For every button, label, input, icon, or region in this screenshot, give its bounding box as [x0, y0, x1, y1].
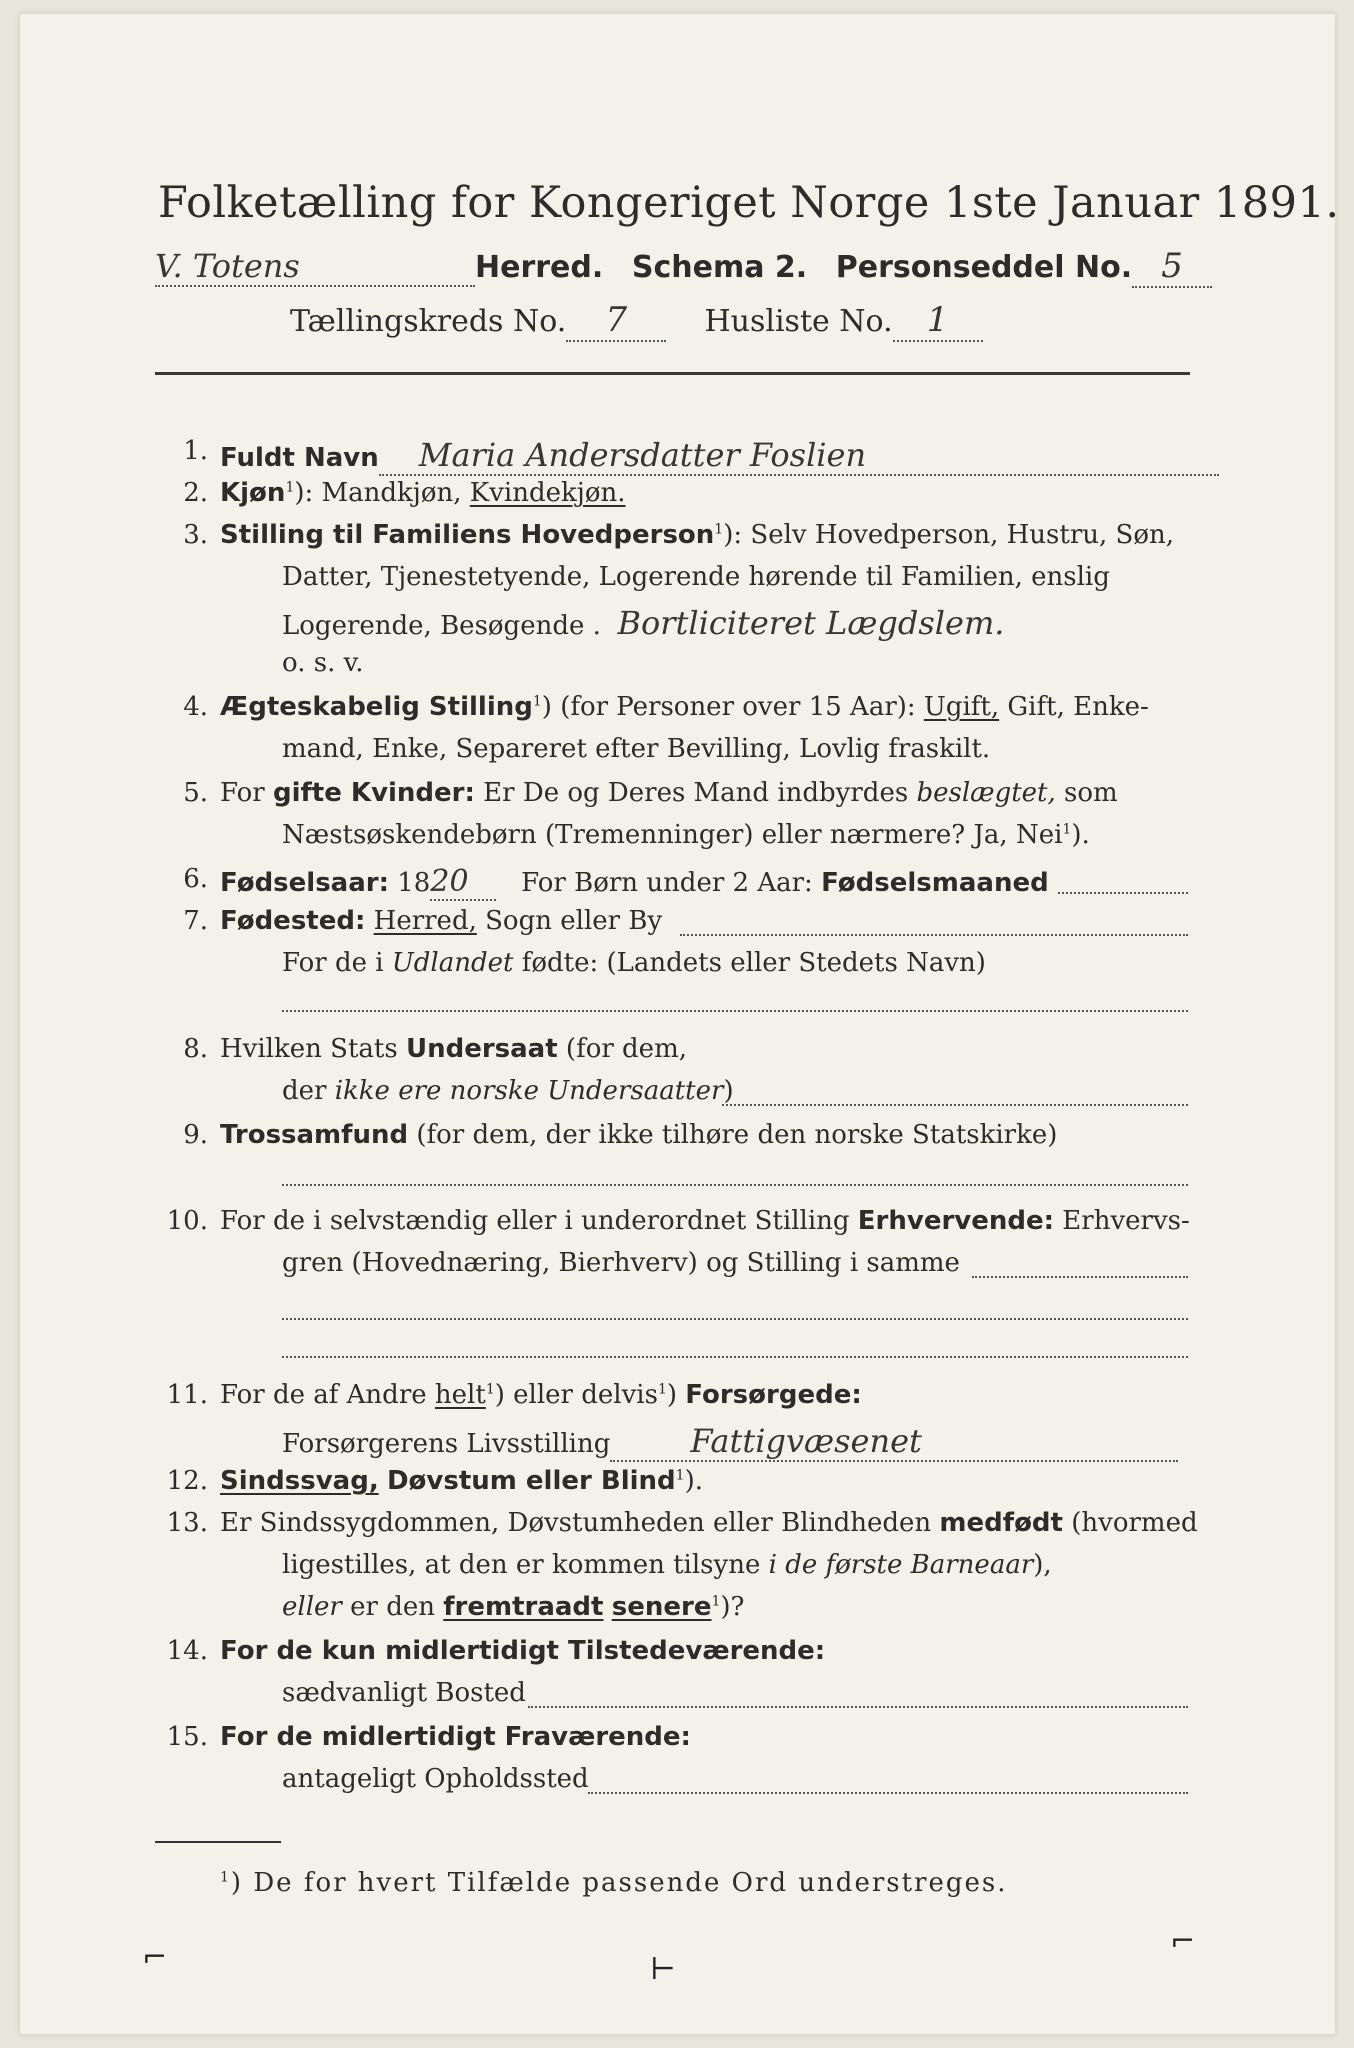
taellingskreds-label: Tællingskreds No. — [290, 304, 567, 339]
supported-selected: helt — [434, 1380, 486, 1410]
congenital-text-b: (hvormed — [1071, 1508, 1198, 1538]
married-text-d: som — [1064, 778, 1118, 808]
family-position-line2: Datter, Tjenestetyende, Logerende hørende til Familien, enslig — [282, 562, 1110, 592]
disability-text: ). — [684, 1466, 703, 1496]
marital-line2: mand, Enke, Separeret efter Bevilling, Lovlig fraskilt. — [282, 734, 991, 764]
occupation-line — [972, 1276, 1188, 1278]
form-title: Folketælling for Kongeriget Norge 1ste Januar 1891. — [158, 178, 1340, 228]
schema-label: Schema 2. — [631, 250, 808, 285]
congenital-line2-a: ligestilles, at den er kommen tilsyne — [282, 1550, 761, 1580]
citizenship-row — [220, 1034, 687, 1064]
congenital-label: medfødt — [939, 1508, 1063, 1538]
married-line2-end: ). — [1071, 820, 1090, 850]
usual-residence-row — [282, 1678, 526, 1708]
usual-residence-label: sædvanligt Bosted — [282, 1678, 526, 1708]
religion-text: (for dem, der ikke tilhøre den norske Statskirke) — [416, 1120, 1058, 1150]
ink-mark: ⌐ — [142, 1940, 168, 1975]
citizenship-text-a: Hvilken Stats — [220, 1034, 398, 1064]
footnote — [220, 1868, 1008, 1898]
footnote-ref: 1 — [285, 479, 295, 496]
married-text-b: Er De og Deres Mand indbyrdes — [483, 778, 909, 808]
personseddel-value: 5 — [1132, 246, 1212, 288]
footnote-ref: 1 — [675, 1467, 685, 1484]
citizenship-line2-a: der — [282, 1076, 327, 1106]
occupation-label: Erhvervende: — [857, 1206, 1055, 1236]
full-name-row — [220, 436, 1219, 476]
footnote-ref: 1 — [485, 1381, 495, 1398]
occupation-row — [220, 1206, 1190, 1236]
citizenship-label: Undersaat — [405, 1034, 558, 1064]
marital-text: ) (for Personer over 15 Aar): — [541, 692, 916, 722]
congenital-line3-e: )? — [720, 1592, 745, 1622]
congenital-line2-b: i de første Barneaar — [768, 1550, 1034, 1580]
item-number: 9. — [183, 1120, 208, 1150]
item-number: 11. — [166, 1380, 208, 1410]
item-number: 15. — [166, 1722, 208, 1752]
congenital-text-a: Er Sindssygdommen, Døvstumheden eller Blindheden — [220, 1508, 932, 1538]
birth-year-row — [220, 864, 1049, 901]
taellingskreds-value: 7 — [566, 300, 666, 342]
occupation-text-a: For de i selvstændig eller i underordnet Stilling — [220, 1206, 850, 1236]
husliste-value: 1 — [893, 300, 983, 342]
birthplace-row — [220, 906, 662, 936]
footnote-ref: 1 — [714, 521, 724, 538]
footnote-ref: 1 — [657, 1381, 667, 1398]
birthplace-line2-a: For de i — [282, 948, 384, 978]
family-position-value: Bortliciteret Lægdslem. — [617, 604, 1005, 642]
full-name-label: Fuldt Navn — [220, 443, 379, 473]
congenital-line3-b: er den — [350, 1592, 435, 1622]
personseddel-label: Personseddel No. — [835, 250, 1133, 285]
congenital-line3-a: eller — [282, 1592, 342, 1622]
birthplace-abroad-line — [282, 1010, 1188, 1012]
footnote-rule — [155, 1841, 281, 1843]
sex-selected: Kvindekjøn. — [469, 478, 626, 508]
marital-text-c: Gift, Enke- — [1007, 692, 1149, 722]
congenital-line2 — [282, 1550, 1052, 1580]
temp-present-label: For de kun midlertidigt Tilstedeværende: — [220, 1636, 826, 1666]
family-position-text: ): Selv Hovedperson, Hustru, Søn, — [723, 520, 1175, 550]
probable-stay-row — [282, 1764, 589, 1794]
married-line2 — [282, 820, 1090, 850]
item-number: 5. — [183, 778, 208, 808]
marital-selected: Ugift, — [923, 692, 1000, 722]
item-number: 6. — [183, 864, 208, 894]
ink-mark: ⊢ — [650, 1952, 676, 1987]
header-rule — [155, 372, 1190, 375]
citizenship-line — [722, 1104, 1188, 1106]
married-line2-text: Næstsøskendebørn (Tremenninger) eller nærmere? Ja, Nei — [282, 820, 1063, 850]
temp-absent-row — [220, 1722, 691, 1752]
footnote-marker: 1 — [220, 1869, 231, 1886]
birth-year-prefix: 18 — [397, 868, 431, 898]
usual-residence-line — [528, 1706, 1188, 1708]
item-number: 7. — [183, 906, 208, 936]
congenital-line3 — [282, 1592, 744, 1622]
sex-label: Kjøn — [220, 478, 286, 508]
supported-label: Forsørgede: — [685, 1380, 862, 1410]
occupation-line-extra-2 — [282, 1356, 1188, 1358]
birth-year-label: Fødselsaar: — [220, 868, 389, 898]
supporter-value: Fattigvæsenet — [610, 1422, 1178, 1462]
item-number: 10. — [166, 1206, 208, 1236]
married-text-c: beslægtet, — [916, 778, 1056, 808]
item-number: 1. — [183, 436, 208, 466]
family-position-row — [220, 520, 1174, 550]
family-position-text3: Logerende, Besøgende . — [282, 611, 601, 641]
occupation-text-b: Erhvervs- — [1062, 1206, 1190, 1236]
footnote-ref: 1 — [532, 693, 542, 710]
footnote-text: ) De for hvert Tilfælde passende Ord understreges. — [230, 1868, 1008, 1898]
congenital-line2-c: ), — [1033, 1550, 1052, 1580]
item-number: 12. — [166, 1466, 208, 1496]
disability-selected: Sindssvag, — [220, 1466, 379, 1496]
birthplace-selected: Herred, — [373, 906, 477, 936]
probable-stay-line — [588, 1792, 1188, 1794]
birthplace-line2-c: fødte: (Landets eller Stedets Navn) — [521, 948, 986, 978]
husliste-label: Husliste No. — [704, 304, 893, 339]
birthplace-line2 — [282, 948, 986, 978]
family-position-label: Stilling til Familiens Hovedperson — [220, 520, 715, 550]
married-women-label: gifte Kvinder: — [272, 778, 475, 808]
family-position-line3 — [282, 604, 1004, 642]
religion-row — [220, 1120, 1057, 1150]
birth-year-value: 20 — [430, 864, 496, 901]
full-name-value: Maria Andersdatter Foslien — [379, 436, 1219, 476]
occupation-line2: gren (Hovednæring, Bierhverv) og Stilling i samme — [282, 1248, 960, 1278]
herred-value: V. Totens — [155, 247, 475, 287]
footnote-ref: 1 — [1062, 821, 1072, 838]
occupation-line-extra-1 — [282, 1318, 1188, 1320]
birth-month-text: For Børn under 2 Aar: — [521, 868, 813, 898]
birthplace-label: Fødested: — [220, 906, 366, 936]
sex-row — [220, 478, 625, 508]
marital-row — [220, 692, 1149, 722]
birthplace-line — [680, 934, 1188, 936]
married-text-a: For — [220, 778, 265, 808]
congenital-line3-d: senere — [611, 1592, 712, 1622]
supporter-row — [282, 1422, 1178, 1462]
citizenship-line2-b: ikke ere norske Undersaatter — [334, 1076, 724, 1106]
married-women-row — [220, 778, 1118, 808]
religion-line — [282, 1184, 1188, 1186]
birth-month-line — [1058, 892, 1188, 894]
probable-stay-label: antageligt Opholdssted — [282, 1764, 589, 1794]
footnote-ref: 1 — [711, 1593, 721, 1610]
sex-text: ): Mandkjøn, — [294, 478, 462, 508]
supported-text-c: ) eller delvis — [494, 1380, 658, 1410]
herred-label: Herred. — [475, 250, 604, 285]
birthplace-line2-b: Udlandet — [391, 948, 514, 978]
item-number: 13. — [166, 1508, 208, 1538]
congenital-row — [220, 1508, 1198, 1538]
taellingskreds-row — [290, 300, 983, 342]
supporter-label: Forsørgerens Livsstilling — [282, 1429, 611, 1459]
citizenship-line2 — [282, 1076, 734, 1106]
supported-row — [220, 1380, 862, 1410]
temp-absent-label: For de midlertidigt Fraværende: — [220, 1722, 691, 1752]
birthplace-text: Sogn eller By — [485, 906, 663, 936]
marital-label: Ægteskabelig Stilling — [220, 692, 533, 722]
ink-mark: ⌐ — [1170, 1924, 1196, 1959]
family-position-line4: o. s. v. — [282, 648, 364, 678]
herred-row — [155, 246, 1212, 288]
religion-label: Trossamfund — [220, 1120, 409, 1150]
supported-text-a: For de af Andre — [220, 1380, 427, 1410]
congenital-line3-c: fremtraadt — [443, 1592, 604, 1622]
birth-month-label: Fødselsmaaned — [821, 868, 1049, 898]
item-number: 3. — [183, 520, 208, 550]
item-number: 2. — [183, 478, 208, 508]
citizenship-text-b: (for dem, — [565, 1034, 687, 1064]
item-number: 4. — [183, 692, 208, 722]
item-number: 8. — [183, 1034, 208, 1064]
disability-label: Døvstum eller Blind — [386, 1466, 676, 1496]
citizenship-line2-c: ) — [723, 1076, 734, 1106]
supported-text-d: ) — [666, 1380, 678, 1410]
temp-present-row — [220, 1636, 825, 1666]
disability-row — [220, 1466, 703, 1496]
item-number: 14. — [166, 1636, 208, 1666]
